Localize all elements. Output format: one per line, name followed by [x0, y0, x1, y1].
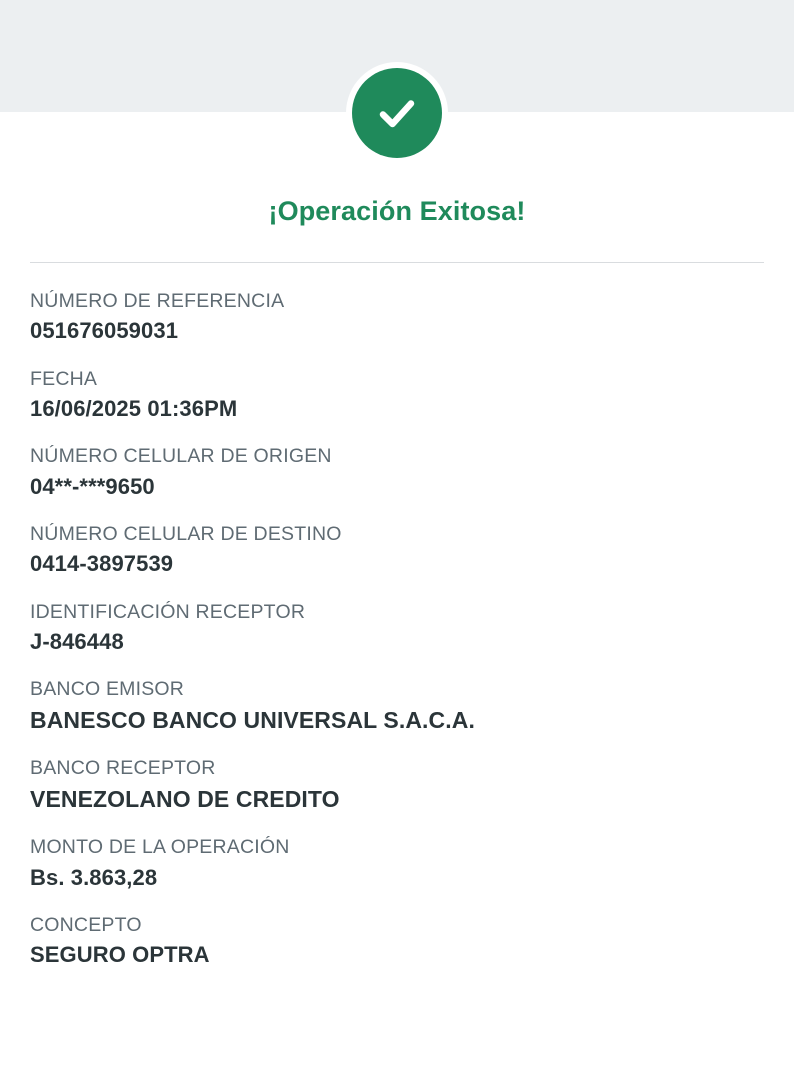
- field-numero-de-referencia: [30, 288, 764, 347]
- field-value: 16/06/2025 01:36PM: [30, 395, 238, 421]
- field-value: BANESCO BANCO UNIVERSAL S.A.C.A.: [30, 706, 475, 733]
- status-icon-container: [0, 68, 794, 158]
- field-value: Bs. 3.863,28: [30, 864, 158, 890]
- field-numero-celular-de-origen: [30, 443, 764, 502]
- field-label: NÚMERO DE REFERENCIA: [30, 290, 285, 312]
- field-value: SEGURO OPTRA: [30, 942, 210, 968]
- field-concepto: [30, 912, 764, 971]
- field-banco-emisor: [30, 676, 764, 736]
- field-monto-de-la-operacion: [30, 834, 764, 893]
- field-label: BANCO EMISOR: [30, 678, 185, 701]
- field-label: NÚMERO CELULAR DE DESTINO: [30, 523, 342, 546]
- field-label: NÚMERO CELULAR DE ORIGEN: [30, 445, 332, 468]
- field-label: BANCO RECEPTOR: [30, 757, 216, 780]
- field-value: 0414-3897539: [30, 551, 174, 577]
- field-banco-receptor: [30, 755, 764, 815]
- field-label: IDENTIFICACIÓN RECEPTOR: [30, 600, 306, 623]
- field-label: MONTO DE LA OPERACIÓN: [30, 836, 290, 859]
- divider: [30, 262, 764, 263]
- field-value: VENEZOLANO DE CREDITO: [30, 785, 340, 812]
- field-label: FECHA: [30, 367, 98, 390]
- page-title: ¡Operación Exitosa!: [268, 196, 526, 226]
- field-fecha: [30, 366, 764, 425]
- field-numero-celular-de-destino: [30, 521, 764, 580]
- field-identificacion-receptor: [30, 599, 764, 658]
- field-value: J-846448: [30, 629, 124, 654]
- check-circle-icon: [352, 68, 442, 158]
- field-value: 051676059031: [30, 318, 179, 344]
- field-value: 04**-***9650: [30, 473, 155, 499]
- field-label: CONCEPTO: [30, 914, 142, 937]
- receipt-fields: [30, 288, 764, 971]
